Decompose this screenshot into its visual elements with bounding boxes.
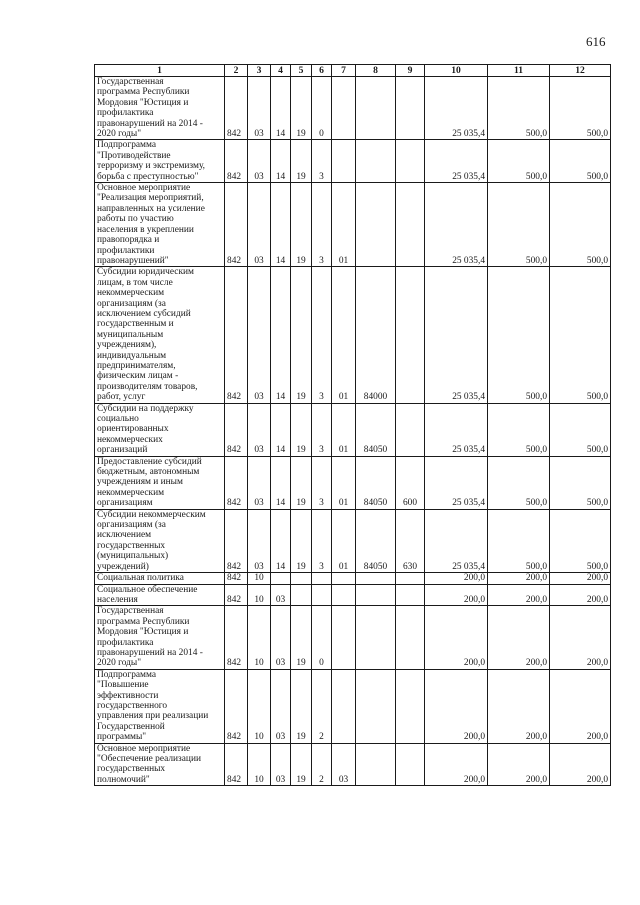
- expense-type-cell: 600: [396, 456, 425, 509]
- direction-cell: 84050: [356, 509, 396, 572]
- subsection-cell: 14: [271, 183, 291, 267]
- page-number: 616: [586, 34, 606, 49]
- amount-col10-cell: 25 035,4: [425, 267, 488, 403]
- amount-col11-cell: 500,0: [488, 77, 550, 140]
- expense-type-cell: [396, 573, 425, 584]
- code-842-cell: 842: [225, 403, 248, 456]
- section-cell: 03: [248, 267, 271, 403]
- column-header: 7: [332, 65, 356, 77]
- amount-col11-cell: 200,0: [488, 606, 550, 669]
- activity-cell: 01: [332, 456, 356, 509]
- budget-table: [94, 64, 611, 786]
- section-cell: 03: [248, 403, 271, 456]
- program-cell: 19: [291, 509, 312, 572]
- subsection-cell: 14: [271, 403, 291, 456]
- expense-type-cell: 630: [396, 509, 425, 572]
- section-cell: 03: [248, 509, 271, 572]
- row-name-cell: Социальная политика: [95, 573, 225, 584]
- code-842-cell: 842: [225, 183, 248, 267]
- program-cell: 19: [291, 403, 312, 456]
- row-name-cell: Субсидии юридическим лицам, в том числе некоммерческим организациям (за исключением субсидий государственным и муниципальным учреждениям), индивидуальным предпринимателям, физическим лицам - производителям товаров, работ, услуг: [95, 267, 225, 403]
- amount-col12-cell: 200,0: [550, 573, 611, 584]
- expense-type-cell: [396, 403, 425, 456]
- amount-col11-cell: 500,0: [488, 509, 550, 572]
- amount-col12-cell: 500,0: [550, 267, 611, 403]
- subprogram-cell: 3: [312, 140, 332, 183]
- activity-cell: [332, 606, 356, 669]
- column-header: 11: [488, 65, 550, 77]
- direction-cell: [356, 743, 396, 786]
- program-cell: 19: [291, 183, 312, 267]
- expense-type-cell: [396, 669, 425, 743]
- program-cell: 19: [291, 140, 312, 183]
- section-cell: 10: [248, 573, 271, 584]
- table-row: [95, 403, 611, 456]
- section-cell: 03: [248, 140, 271, 183]
- table-row: [95, 183, 611, 267]
- header-row: [95, 65, 611, 77]
- section-cell: 10: [248, 669, 271, 743]
- table-row: [95, 77, 611, 140]
- amount-col11-cell: 500,0: [488, 403, 550, 456]
- amount-col10-cell: 200,0: [425, 573, 488, 584]
- activity-cell: 01: [332, 183, 356, 267]
- table-row: [95, 743, 611, 786]
- subsection-cell: 03: [271, 669, 291, 743]
- section-cell: 03: [248, 183, 271, 267]
- direction-cell: 84050: [356, 456, 396, 509]
- subsection-cell: 14: [271, 267, 291, 403]
- subprogram-cell: 3: [312, 267, 332, 403]
- column-header: 9: [396, 65, 425, 77]
- amount-col12-cell: 200,0: [550, 606, 611, 669]
- column-header: 12: [550, 65, 611, 77]
- table-row: [95, 606, 611, 669]
- row-name-cell: Государственная программа Республики Мордовия "Юстиция и профилактика правонарушений на 2014 - 2020 годы": [95, 77, 225, 140]
- activity-cell: [332, 140, 356, 183]
- program-cell: [291, 584, 312, 606]
- subsection-cell: [271, 573, 291, 584]
- activity-cell: [332, 669, 356, 743]
- amount-col10-cell: 200,0: [425, 669, 488, 743]
- amount-col12-cell: 500,0: [550, 77, 611, 140]
- subsection-cell: 14: [271, 456, 291, 509]
- subprogram-cell: 0: [312, 77, 332, 140]
- program-cell: [291, 573, 312, 584]
- subprogram-cell: 3: [312, 509, 332, 572]
- subprogram-cell: 3: [312, 403, 332, 456]
- column-header: 2: [225, 65, 248, 77]
- activity-cell: [332, 573, 356, 584]
- table-row: [95, 573, 611, 584]
- column-header: 1: [95, 65, 225, 77]
- expense-type-cell: [396, 584, 425, 606]
- section-cell: 10: [248, 743, 271, 786]
- subprogram-cell: 3: [312, 183, 332, 267]
- column-header: 8: [356, 65, 396, 77]
- direction-cell: [356, 584, 396, 606]
- row-name-cell: Государственная программа Республики Мордовия "Юстиция и профилактика правонарушений на 2014 - 2020 годы": [95, 606, 225, 669]
- column-header: 5: [291, 65, 312, 77]
- section-cell: 03: [248, 77, 271, 140]
- activity-cell: 01: [332, 403, 356, 456]
- amount-col12-cell: 500,0: [550, 509, 611, 572]
- expense-type-cell: [396, 77, 425, 140]
- expense-type-cell: [396, 606, 425, 669]
- direction-cell: [356, 669, 396, 743]
- amount-col12-cell: 500,0: [550, 183, 611, 267]
- activity-cell: [332, 77, 356, 140]
- subprogram-cell: [312, 584, 332, 606]
- section-cell: 10: [248, 606, 271, 669]
- direction-cell: [356, 573, 396, 584]
- expense-type-cell: [396, 743, 425, 786]
- amount-col11-cell: 500,0: [488, 267, 550, 403]
- subsection-cell: 03: [271, 743, 291, 786]
- amount-col10-cell: 200,0: [425, 584, 488, 606]
- code-842-cell: 842: [225, 573, 248, 584]
- amount-col11-cell: 500,0: [488, 456, 550, 509]
- section-cell: 10: [248, 584, 271, 606]
- column-header: 6: [312, 65, 332, 77]
- program-cell: 19: [291, 669, 312, 743]
- activity-cell: 01: [332, 267, 356, 403]
- subsection-cell: 14: [271, 140, 291, 183]
- amount-col10-cell: 25 035,4: [425, 77, 488, 140]
- amount-col10-cell: 25 035,4: [425, 140, 488, 183]
- direction-cell: [356, 606, 396, 669]
- amount-col12-cell: 200,0: [550, 669, 611, 743]
- row-name-cell: Основное мероприятие "Реализация мероприятий, направленных на усиление работы по участию населения в укреплении правопорядка и профилактики правонарушений": [95, 183, 225, 267]
- code-842-cell: 842: [225, 140, 248, 183]
- code-842-cell: 842: [225, 606, 248, 669]
- amount-col11-cell: 500,0: [488, 140, 550, 183]
- subprogram-cell: 2: [312, 743, 332, 786]
- direction-cell: 84000: [356, 267, 396, 403]
- code-842-cell: 842: [225, 509, 248, 572]
- direction-cell: 84050: [356, 403, 396, 456]
- program-cell: 19: [291, 743, 312, 786]
- subprogram-cell: 3: [312, 456, 332, 509]
- row-name-cell: Предоставление субсидий бюджетным, автономным учреждениям и иным некоммерческим организациям: [95, 456, 225, 509]
- section-cell: 03: [248, 456, 271, 509]
- row-name-cell: Подпрограмма "Повышение эффективности государственного управления при реализации Государственной программы": [95, 669, 225, 743]
- column-header: 10: [425, 65, 488, 77]
- table-row: [95, 584, 611, 606]
- code-842-cell: 842: [225, 267, 248, 403]
- table-row: [95, 669, 611, 743]
- amount-col11-cell: 200,0: [488, 584, 550, 606]
- code-842-cell: 842: [225, 669, 248, 743]
- column-header: 4: [271, 65, 291, 77]
- subsection-cell: 14: [271, 77, 291, 140]
- direction-cell: [356, 77, 396, 140]
- expense-type-cell: [396, 267, 425, 403]
- amount-col12-cell: 200,0: [550, 584, 611, 606]
- amount-col10-cell: 25 035,4: [425, 456, 488, 509]
- code-842-cell: 842: [225, 77, 248, 140]
- table-row: [95, 140, 611, 183]
- table-row: [95, 456, 611, 509]
- amount-col11-cell: 200,0: [488, 669, 550, 743]
- subsection-cell: 14: [271, 509, 291, 572]
- amount-col11-cell: 200,0: [488, 573, 550, 584]
- amount-col12-cell: 500,0: [550, 140, 611, 183]
- expense-type-cell: [396, 140, 425, 183]
- amount-col10-cell: 200,0: [425, 743, 488, 786]
- activity-cell: 03: [332, 743, 356, 786]
- activity-cell: 01: [332, 509, 356, 572]
- row-name-cell: Субсидии на поддержку социально ориентированных некоммерческих организаций: [95, 403, 225, 456]
- column-header: 3: [248, 65, 271, 77]
- program-cell: 19: [291, 77, 312, 140]
- row-name-cell: Основное мероприятие "Обеспечение реализации государственных полномочий": [95, 743, 225, 786]
- table-row: [95, 509, 611, 572]
- program-cell: 19: [291, 267, 312, 403]
- activity-cell: [332, 584, 356, 606]
- expense-type-cell: [396, 183, 425, 267]
- amount-col12-cell: 200,0: [550, 743, 611, 786]
- amount-col11-cell: 500,0: [488, 183, 550, 267]
- amount-col12-cell: 500,0: [550, 456, 611, 509]
- program-cell: 19: [291, 456, 312, 509]
- amount-col12-cell: 500,0: [550, 403, 611, 456]
- direction-cell: [356, 140, 396, 183]
- amount-col10-cell: 25 035,4: [425, 403, 488, 456]
- subsection-cell: 03: [271, 584, 291, 606]
- code-842-cell: 842: [225, 456, 248, 509]
- code-842-cell: 842: [225, 584, 248, 606]
- amount-col10-cell: 200,0: [425, 606, 488, 669]
- subprogram-cell: 2: [312, 669, 332, 743]
- amount-col10-cell: 25 035,4: [425, 509, 488, 572]
- amount-col11-cell: 200,0: [488, 743, 550, 786]
- program-cell: 19: [291, 606, 312, 669]
- code-842-cell: 842: [225, 743, 248, 786]
- direction-cell: [356, 183, 396, 267]
- row-name-cell: Социальное обеспечение населения: [95, 584, 225, 606]
- table-row: [95, 267, 611, 403]
- amount-col10-cell: 25 035,4: [425, 183, 488, 267]
- row-name-cell: Подпрограмма "Противодействие терроризму и экстремизму, борьба с преступностью": [95, 140, 225, 183]
- subprogram-cell: 0: [312, 606, 332, 669]
- subprogram-cell: [312, 573, 332, 584]
- row-name-cell: Субсидии некоммерческим организациям (за исключением государственных (муниципальных) учреждений): [95, 509, 225, 572]
- subsection-cell: 03: [271, 606, 291, 669]
